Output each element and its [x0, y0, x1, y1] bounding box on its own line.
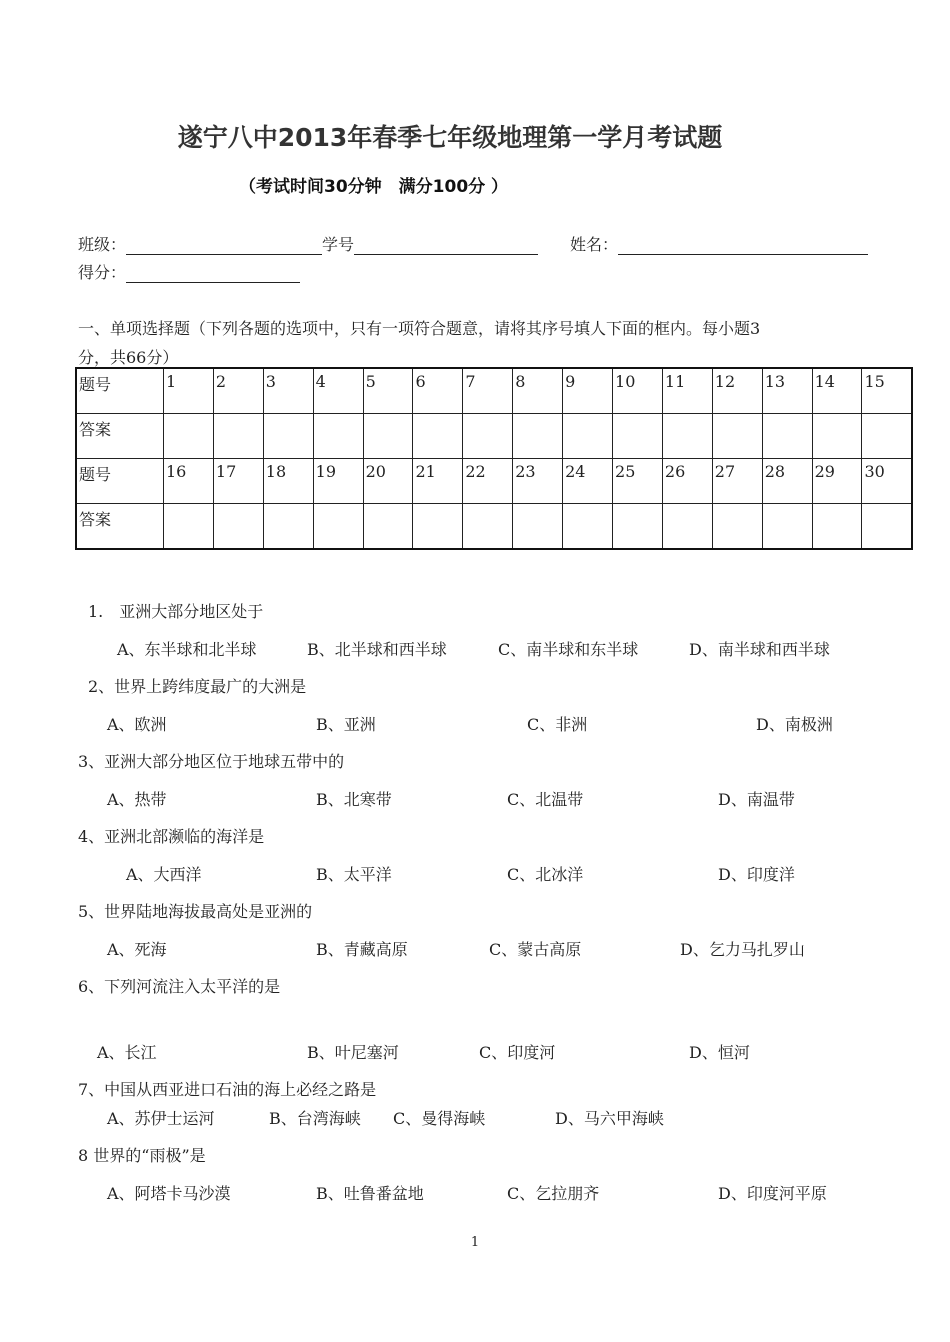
page-number: 1 — [470, 1235, 480, 1250]
table-cell: 15 — [862, 368, 912, 414]
answer-cell[interactable] — [164, 414, 214, 459]
table-cell: 22 — [463, 459, 513, 504]
table-cell: 2 — [213, 368, 263, 414]
table-cell: 14 — [812, 368, 862, 414]
option-d: D、印度洋 — [718, 865, 795, 884]
table-cell: 12 — [712, 368, 762, 414]
score-label: 得分： — [78, 263, 127, 282]
page-title: 遂宁八中2013年春季七年级地理第一学月考试题 — [177, 123, 723, 152]
class-field[interactable] — [78, 232, 538, 255]
class-blank[interactable] — [126, 238, 322, 255]
answer-label: 答案 — [76, 414, 164, 459]
name-field[interactable] — [570, 232, 868, 255]
option-a: A、死海 — [107, 940, 167, 959]
question-number-label: 题号 — [76, 459, 164, 504]
answer-cell[interactable] — [862, 504, 912, 550]
option-b: B、台湾海峡 — [269, 1109, 361, 1128]
table-cell: 4 — [313, 368, 363, 414]
answer-label: 答案 — [76, 504, 164, 550]
option-c: C、南半球和东半球 — [498, 640, 639, 659]
option-b: B、吐鲁番盆地 — [316, 1184, 424, 1203]
option-d: D、印度河平原 — [718, 1184, 827, 1203]
answer-cell[interactable] — [164, 504, 214, 550]
table-cell: 11 — [662, 368, 712, 414]
answer-cell[interactable] — [563, 504, 613, 550]
table-cell: 25 — [613, 459, 663, 504]
answer-cell[interactable] — [563, 414, 613, 459]
class-label: 班级： — [78, 235, 127, 254]
score-field[interactable] — [78, 260, 300, 283]
option-a: A、苏伊士运河 — [107, 1109, 215, 1128]
question-number-label: 题号 — [76, 368, 164, 414]
answer-cell[interactable] — [712, 504, 762, 550]
table-cell: 10 — [613, 368, 663, 414]
option-c: C、印度河 — [479, 1043, 556, 1062]
table-cell: 1 — [164, 368, 214, 414]
name-blank[interactable] — [618, 238, 868, 255]
answer-cell[interactable] — [213, 414, 263, 459]
student-number-blank[interactable] — [354, 238, 538, 255]
answer-table — [75, 367, 913, 550]
answer-cell[interactable] — [712, 414, 762, 459]
question-stem: 6、下列河流注入太平洋的是 — [78, 977, 281, 996]
table-cell: 28 — [762, 459, 812, 504]
answer-cell[interactable] — [613, 414, 663, 459]
section-heading-cont: 分，共66分） — [78, 348, 179, 367]
table-row — [76, 368, 912, 414]
answer-cell[interactable] — [313, 414, 363, 459]
answer-cell[interactable] — [762, 414, 812, 459]
answer-cell[interactable] — [463, 414, 513, 459]
option-d: D、马六甲海峡 — [555, 1109, 664, 1128]
section-heading: 一、单项选择题（下列各题的选项中，只有一项符合题意，请将其序号填人下面的框内。每小题3 — [78, 319, 761, 338]
table-cell: 21 — [413, 459, 463, 504]
table-cell: 7 — [463, 368, 513, 414]
option-b: B、北半球和西半球 — [307, 640, 447, 659]
answer-cell[interactable] — [463, 504, 513, 550]
option-d: D、南温带 — [718, 790, 795, 809]
answer-cell[interactable] — [413, 414, 463, 459]
answer-cell[interactable] — [662, 504, 712, 550]
table-cell: 19 — [313, 459, 363, 504]
table-cell: 26 — [662, 459, 712, 504]
option-d: D、乞力马扎罗山 — [680, 940, 805, 959]
table-cell: 13 — [762, 368, 812, 414]
option-a: A、欧洲 — [107, 715, 167, 734]
option-c: C、蒙古高原 — [489, 940, 582, 959]
table-cell: 18 — [263, 459, 313, 504]
answer-cell[interactable] — [263, 414, 313, 459]
option-c: C、乞拉朋齐 — [507, 1184, 600, 1203]
table-cell: 29 — [812, 459, 862, 504]
table-cell: 16 — [164, 459, 214, 504]
question-stem: 8 世界的“雨极”是 — [78, 1146, 206, 1165]
table-cell: 24 — [563, 459, 613, 504]
answer-cell[interactable] — [513, 504, 563, 550]
option-a: A、热带 — [107, 790, 167, 809]
question-stem: 3、亚洲大部分地区位于地球五带中的 — [78, 752, 345, 771]
option-a: A、长江 — [97, 1043, 157, 1062]
answer-cell[interactable] — [213, 504, 263, 550]
option-b: B、青藏高原 — [316, 940, 408, 959]
option-a: A、阿塔卡马沙漠 — [107, 1184, 231, 1203]
answer-cell[interactable] — [812, 504, 862, 550]
table-cell: 27 — [712, 459, 762, 504]
option-b: B、北寒带 — [316, 790, 392, 809]
table-cell: 9 — [563, 368, 613, 414]
option-b: B、亚洲 — [316, 715, 376, 734]
table-row — [76, 414, 912, 459]
answer-cell[interactable] — [313, 504, 363, 550]
answer-cell[interactable] — [363, 414, 413, 459]
answer-cell[interactable] — [662, 414, 712, 459]
answer-cell[interactable] — [862, 414, 912, 459]
question-stem: 4、亚洲北部濒临的海洋是 — [78, 827, 265, 846]
exam-subtitle: （考试时间30分钟 满分100分 ） — [239, 177, 509, 197]
table-row — [76, 504, 912, 550]
option-c: C、北温带 — [507, 790, 584, 809]
option-a: A、东半球和北半球 — [117, 640, 257, 659]
answer-cell[interactable] — [263, 504, 313, 550]
table-cell: 23 — [513, 459, 563, 504]
question-stem: 2、世界上跨纬度最广的大洲是 — [88, 677, 307, 696]
name-label: 姓名： — [570, 235, 619, 254]
option-c: C、曼得海峡 — [393, 1109, 486, 1128]
option-a: A、大西洋 — [126, 865, 202, 884]
option-d: D、恒河 — [689, 1043, 750, 1062]
question-stem: 1. 亚洲大部分地区处于 — [88, 602, 264, 621]
table-cell: 6 — [413, 368, 463, 414]
question-stem: 5、世界陆地海拔最高处是亚洲的 — [78, 902, 313, 921]
answer-cell[interactable] — [363, 504, 413, 550]
option-c: C、北冰洋 — [507, 865, 584, 884]
answer-cell[interactable] — [413, 504, 463, 550]
answer-cell[interactable] — [812, 414, 862, 459]
answer-cell[interactable] — [513, 414, 563, 459]
answer-cell[interactable] — [613, 504, 663, 550]
table-cell: 30 — [862, 459, 912, 504]
option-b: B、太平洋 — [316, 865, 392, 884]
option-d: D、南极洲 — [756, 715, 833, 734]
table-row — [76, 459, 912, 504]
option-b: B、叶尼塞河 — [307, 1043, 399, 1062]
option-c: C、非洲 — [527, 715, 588, 734]
table-cell: 3 — [263, 368, 313, 414]
table-cell: 17 — [213, 459, 263, 504]
answer-cell[interactable] — [762, 504, 812, 550]
student-number-label: 学号 — [322, 235, 355, 254]
question-stem: 7、中国从西亚进口石油的海上必经之路是 — [78, 1080, 377, 1099]
table-cell: 5 — [363, 368, 413, 414]
option-d: D、南半球和西半球 — [689, 640, 830, 659]
table-cell: 20 — [363, 459, 413, 504]
score-blank[interactable] — [126, 266, 300, 283]
table-cell: 8 — [513, 368, 563, 414]
